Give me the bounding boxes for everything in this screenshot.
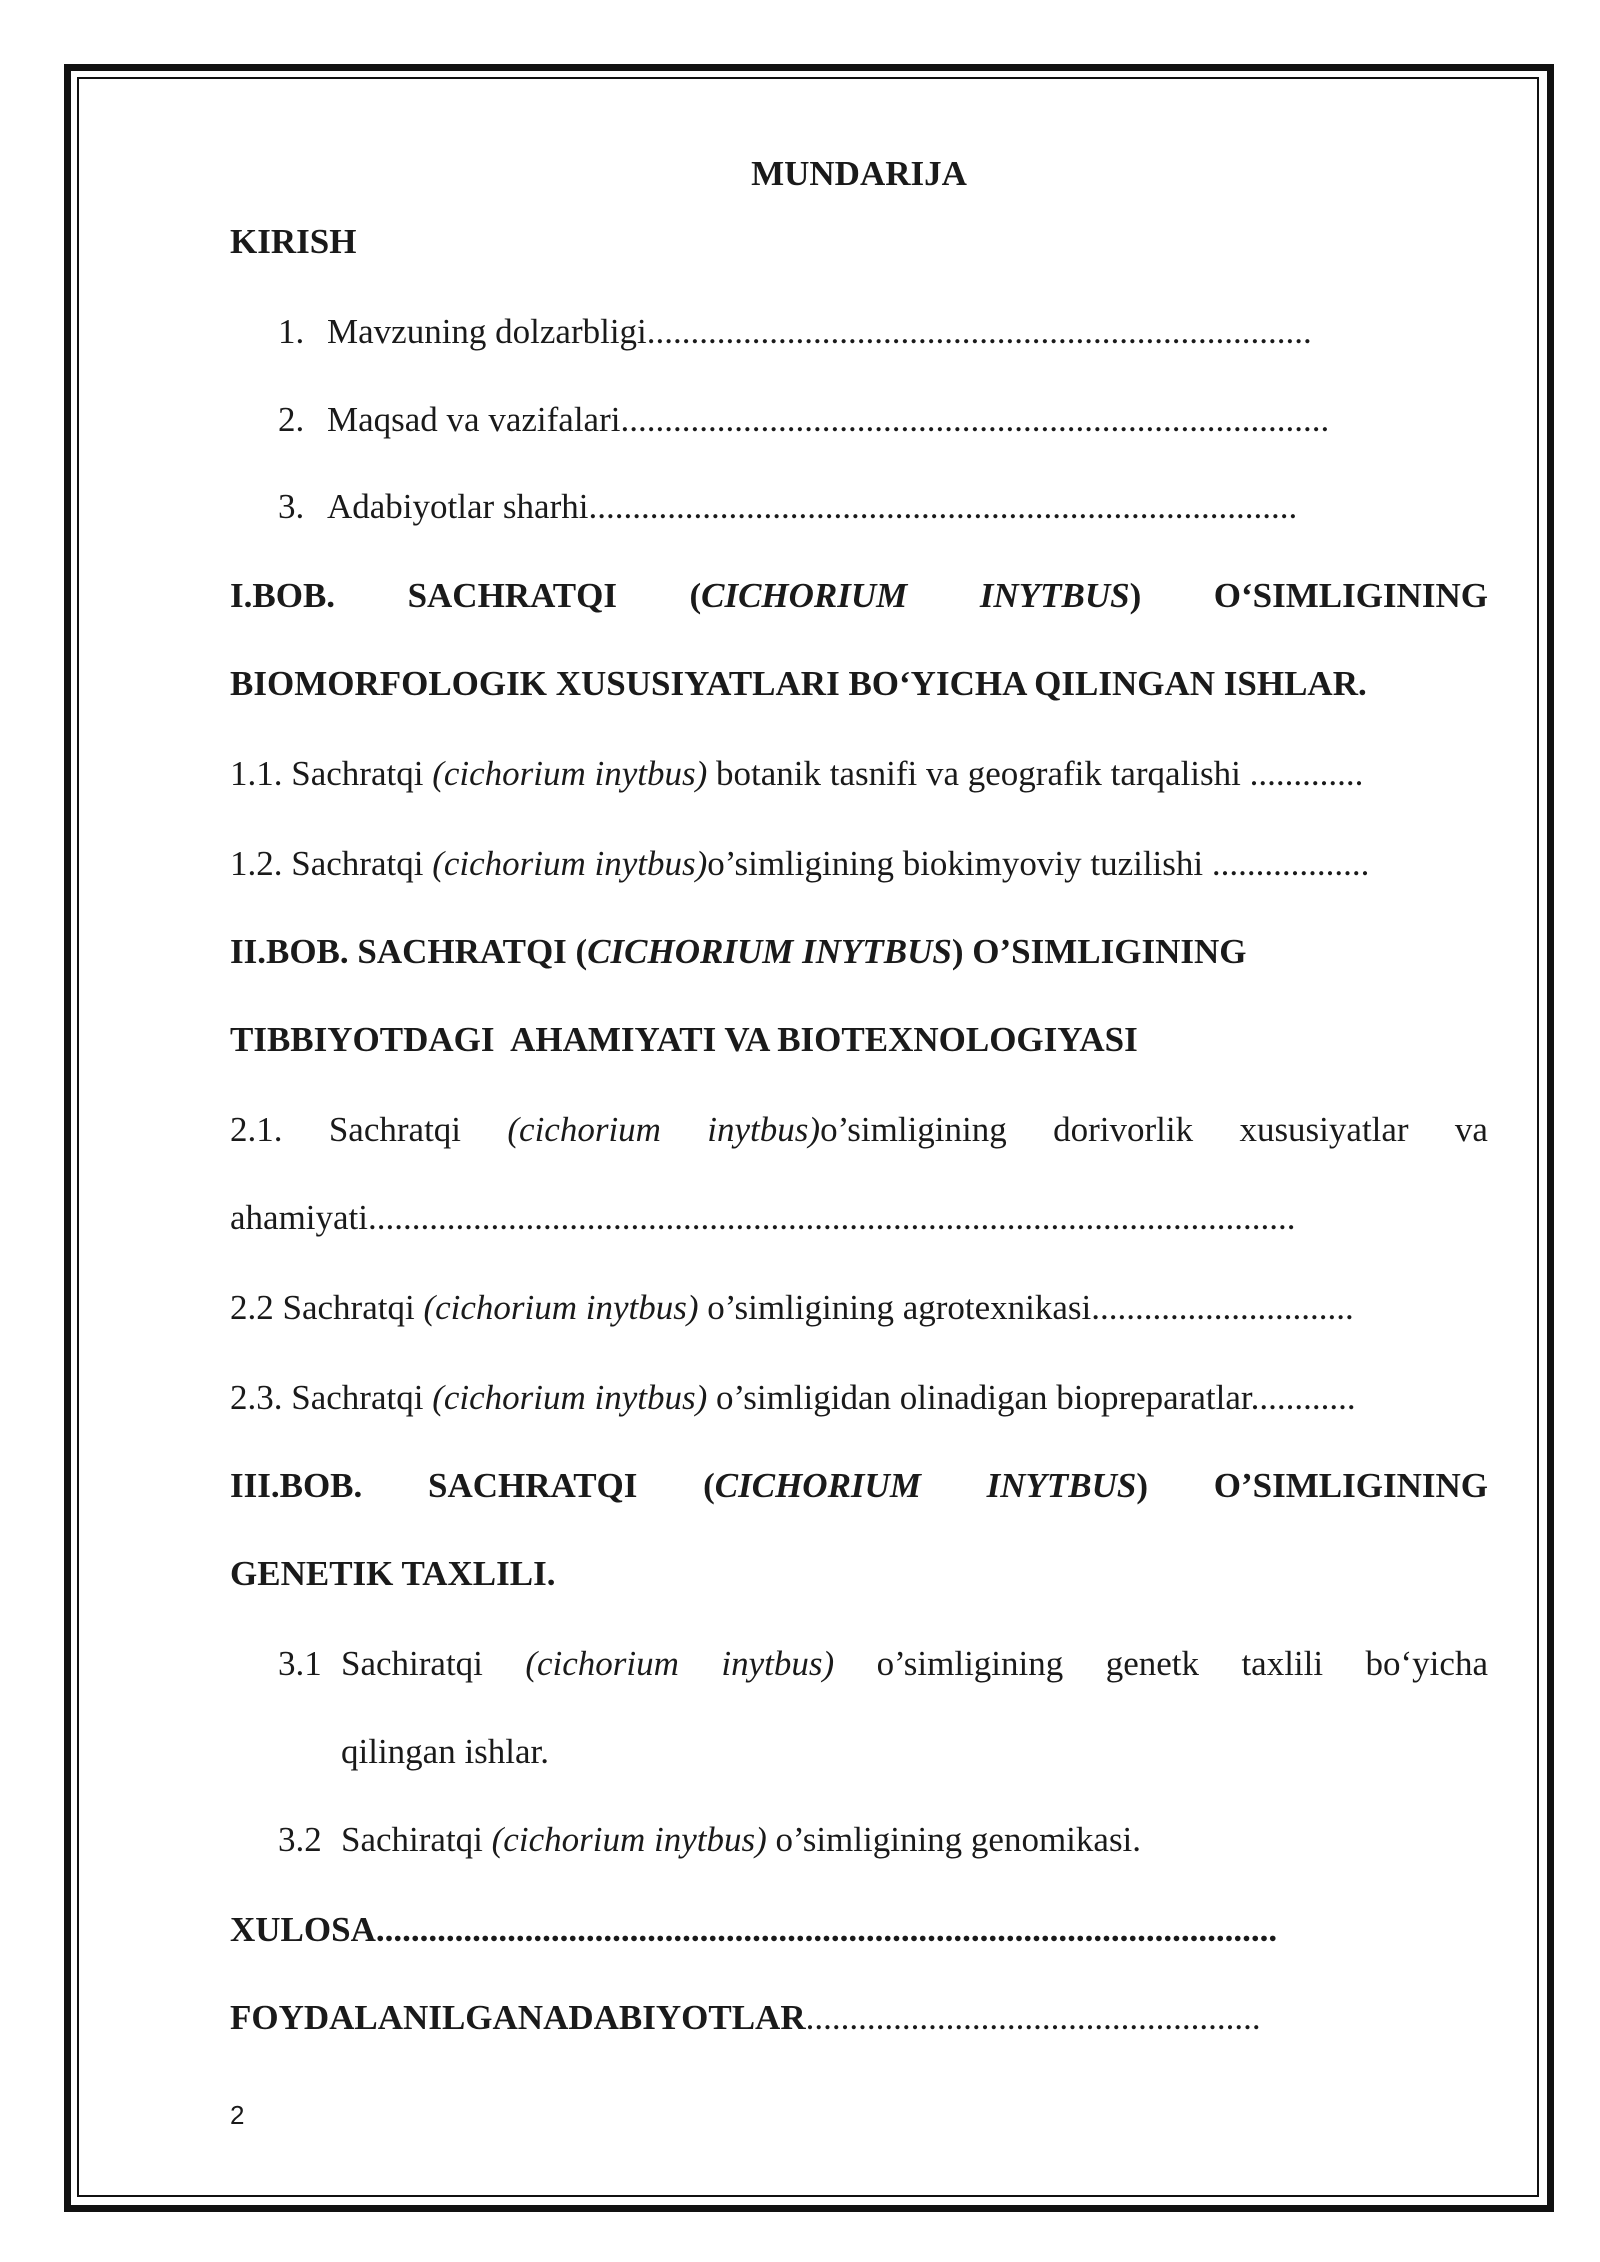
toc-leader-dots: ............................................................................ [646,312,1312,351]
chapter-latin-name-2: INYTBUS) [979,576,1142,615]
references-heading: FOYDALANILGANADABIYOTLAR.................................................... [230,1998,1261,2037]
chapter-word: SACHRATQI [428,1466,638,1505]
chapter-3-heading-line2: GENETIK TAXLILI. [230,1554,556,1593]
chapter-latin-name: (CICHORIUM [689,576,908,615]
conclusion-heading: XULOSA....................................................................................................... [230,1910,1278,1949]
chapter-1-heading [230,574,1488,618]
chapter-word: SACHRATQI [407,576,617,615]
section-number: 3.2 [278,1820,322,1859]
toc-item-text: Maqsad va vazifalari [327,400,621,439]
page-number: 2 [230,2100,245,2130]
toc-item-text: Adabiyotlar sharhi [327,487,589,526]
section-3-1-line2: qilingan ishlar. [341,1732,550,1771]
chapter-word: III.BOB. [230,1466,363,1505]
section-1-1: 1.1. Sachratqi (cichorium inytbus) botanik tasnifi va geografik tarqalishi ............. [230,754,1364,793]
page-title: MUNDARIJA [751,154,967,193]
chapter-2-heading: II.BOB. SACHRATQI (CICHORIUM INYTBUS) O’SIMLIGINING [230,932,1247,971]
toc-leader-dots: ................................................................................. [620,400,1330,439]
toc-leader-dots: ................................................................................. [588,487,1298,526]
chapter-word: I.BOB. [230,576,336,615]
toc-item-number: 3. [278,487,305,526]
intro-heading: KIRISH [230,222,357,261]
toc-item-number: 2. [278,400,305,439]
chapter-1-heading-line2: BIOMORFOLOGIK XUSUSIYATLARI BO‘YICHA QILINGAN ISHLAR. [230,664,1367,703]
chapter-latin-name-2: INYTBUS) [986,1466,1149,1505]
section-2-1-line2: ahamiyati.......................................................................................................... [230,1198,1296,1237]
chapter-word: O‘SIMLIGINING [1213,576,1488,615]
section-3-1: 3.1 Sachiratqi (cichorium inytbus) o’simligining genetk taxlili bo‘yicha [278,1642,1488,1686]
section-2-3: 2.3. Sachratqi (cichorium inytbus) o’simligidan olinadigan biopreparatlar............ [230,1378,1356,1417]
toc-item-text: Mavzuning dolzarbligi [327,312,647,351]
chapter-3-heading [230,1464,1488,1508]
chapter-2-heading-line2: TIBBIYOTDAGI AHAMIYATI VA BIOTEXNOLOGIYASI [230,1020,1138,1059]
toc-item-2 [278,398,1329,442]
section-3-2: 3.2 Sachiratqi (cichorium inytbus) o’simligining genomikasi. [278,1818,1141,1862]
section-number: 3.1 [278,1644,322,1683]
toc-item-1 [278,310,1312,354]
section-2-1: 2.1. Sachratqi (cichorium inytbus)o’simligining dorivorlik xususiyatlar va [230,1110,1488,1149]
chapter-latin-name: (CICHORIUM [703,1466,921,1505]
section-2-2: 2.2 Sachratqi (cichorium inytbus) o’simligining agrotexnikasi.............................. [230,1288,1354,1327]
chapter-word: O’SIMLIGINING [1213,1466,1488,1505]
toc-item-number: 1. [278,312,305,351]
toc-item-3 [278,485,1297,529]
section-1-2: 1.2. Sachratqi (cichorium inytbus)o’simligining biokimyoviy tuzilishi .................. [230,844,1370,883]
